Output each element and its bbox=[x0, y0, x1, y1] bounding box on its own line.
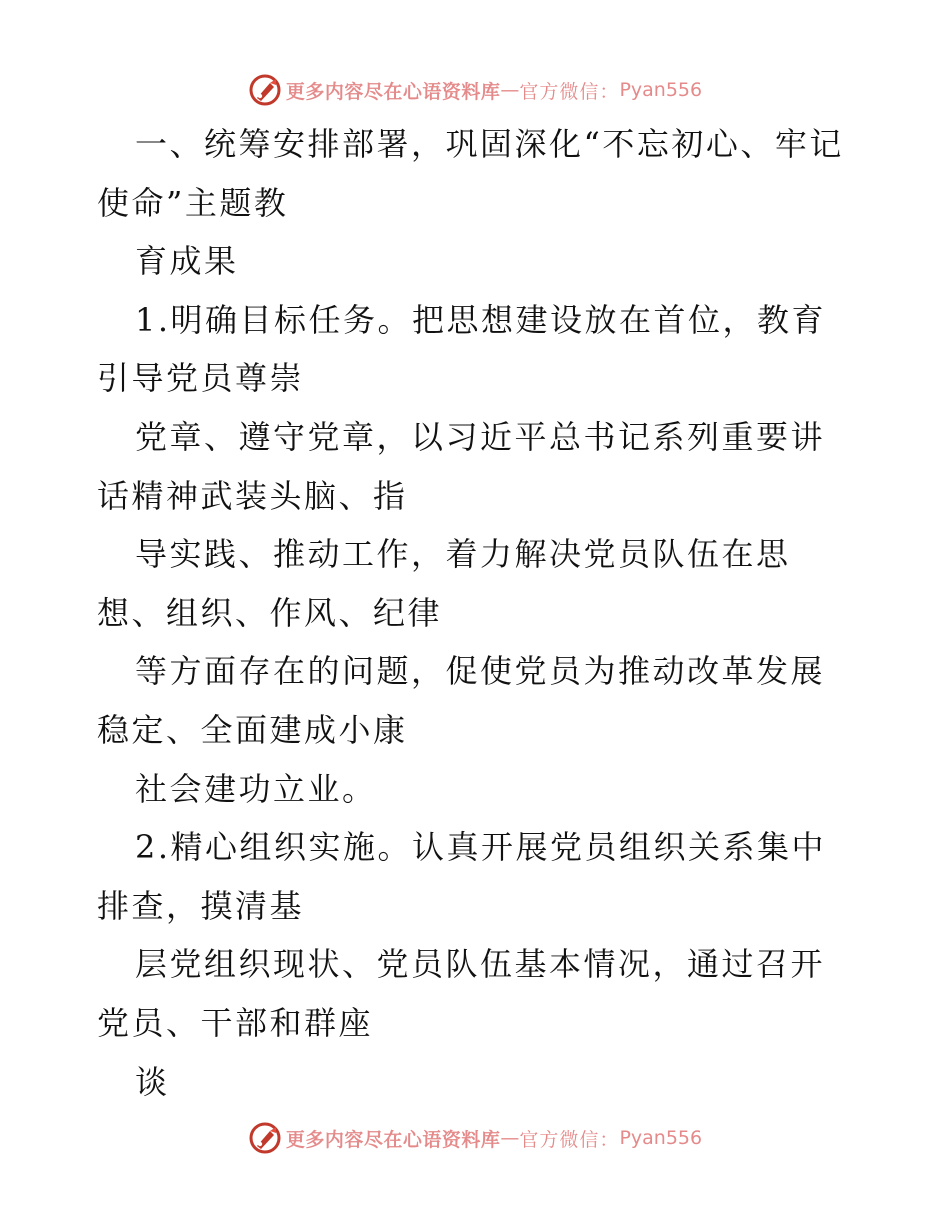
banner-main-text: 更多内容尽在心语资料库 bbox=[285, 1128, 501, 1151]
pen-nib-seal-icon bbox=[248, 1121, 282, 1155]
header-banner bbox=[0, 70, 950, 110]
paragraph-item-2-cont-b: 谈 bbox=[135, 1062, 170, 1101]
paragraph-item-1-cont-b: 导实践、推动工作，着力解决党员队伍在思想、组织、作风、纪律 bbox=[97, 535, 791, 632]
banner-wechat-label: 官方微信： bbox=[519, 80, 620, 103]
banner-separator: — bbox=[500, 1127, 520, 1149]
document-body bbox=[97, 115, 857, 1111]
banner-wechat-id: Pyan556 bbox=[619, 1127, 703, 1149]
paragraph-item-1-cont-a: 党章、遵守党章，以习近平总书记系列重要讲话精神武装头脑、指 bbox=[97, 417, 826, 515]
banner-main-text: 更多内容尽在心语资料库 bbox=[285, 80, 501, 103]
footer-banner bbox=[0, 1118, 950, 1158]
paragraph-item-2-cont-a: 层党组织现状、党员队伍基本情况，通过召开党员、干部和群座 bbox=[97, 945, 826, 1042]
banner-separator: — bbox=[500, 79, 520, 101]
paragraph-item-1: 1.明确目标任务。把思想建设放在首位，教育引导党员尊崇 bbox=[97, 300, 827, 398]
paragraph-item-1-cont-d: 社会建功立业。 bbox=[135, 769, 377, 808]
paragraph-item-1-cont-c: 等方面存在的问题，促使党员为推动改革发展稳定、全面建成小康 bbox=[97, 652, 826, 749]
paragraph-heading-1-cont: 育成果 bbox=[135, 242, 239, 281]
banner-wechat-label: 官方微信： bbox=[519, 1128, 620, 1151]
banner-wechat-id: Pyan556 bbox=[619, 79, 703, 101]
pen-nib-seal-icon bbox=[248, 73, 282, 107]
paragraph-item-2: 2.精心组织实施。认真开展党员组织关系集中排查，摸清基 bbox=[97, 828, 827, 925]
paragraph-heading-1: 一、统筹安排部署，巩固深化“不忘初心、牢记使命”主题教 bbox=[97, 125, 844, 222]
